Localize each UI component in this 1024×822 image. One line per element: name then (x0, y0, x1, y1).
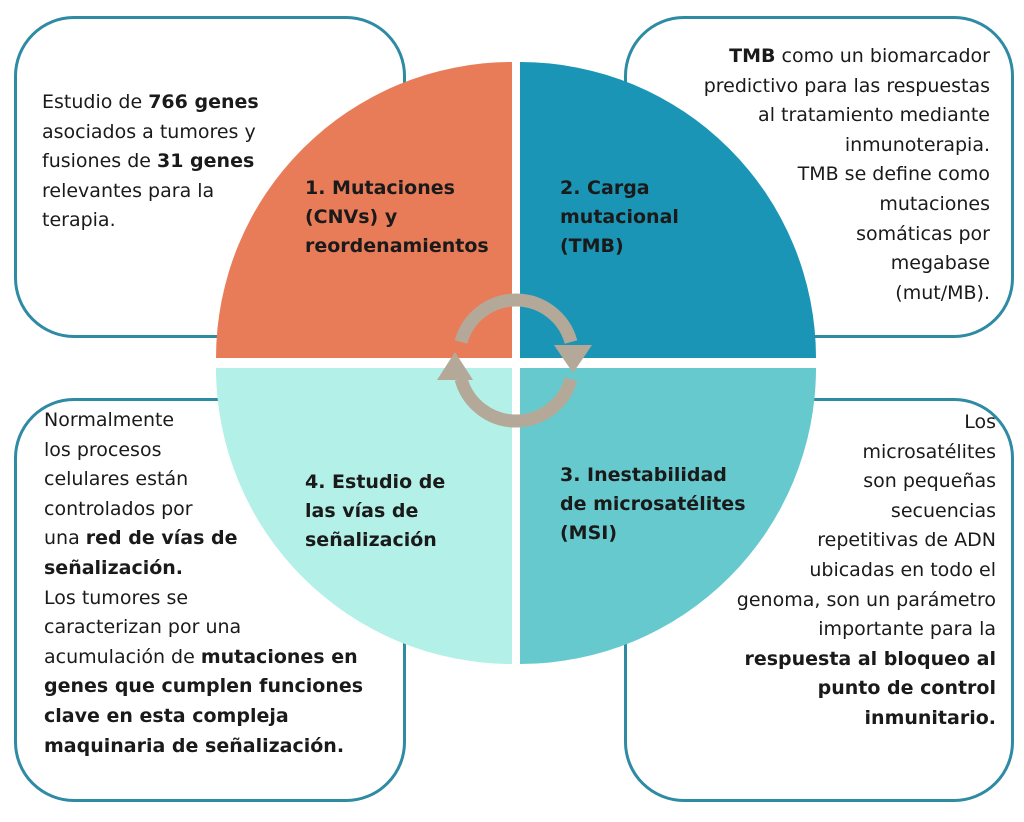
text-run: celulares están (44, 468, 189, 491)
text-line (44, 702, 363, 732)
bold-text-run: maquinaria de señalización. (44, 734, 345, 757)
text-run: asociados a tumores y (42, 120, 256, 143)
text-line (704, 42, 990, 72)
text-run: predictivo para las respuestas (703, 74, 990, 97)
text-line (737, 556, 996, 586)
text-run: al tratamiento mediante (758, 104, 990, 127)
quadrant-label-3: 3. Inestabilidad de microsatélites (MSI) (560, 464, 746, 544)
text-run: acumulación de (44, 645, 201, 668)
text-line (737, 438, 996, 468)
text-line (42, 206, 259, 236)
text-line (42, 177, 259, 207)
text-top-left (42, 88, 259, 236)
quadrant-label-4: 4. Estudio de las vías de señalización (305, 471, 446, 551)
text-line (44, 584, 363, 614)
text-line (704, 160, 990, 190)
text-run: relevantes para la (42, 179, 215, 202)
text-line (737, 467, 996, 497)
text-run: secuencias (890, 499, 996, 522)
bold-text-run: red de vías de (85, 527, 238, 550)
text-run: microsatélites (862, 440, 996, 463)
text-line (704, 279, 990, 309)
text-run: fusiones de (42, 150, 157, 173)
bold-text-run: TMB (729, 45, 776, 67)
text-run: terapia. (42, 209, 116, 232)
text-bottom-left (44, 406, 363, 761)
text-run: son pequeñas (863, 470, 996, 493)
text-run: Normalmente (44, 409, 175, 431)
text-line (42, 118, 259, 148)
text-run: caracterizan por una (44, 616, 242, 639)
text-line (704, 190, 990, 220)
text-run: Los (964, 411, 996, 433)
text-line (42, 147, 259, 177)
text-line (44, 436, 363, 466)
text-line (44, 495, 363, 525)
text-run: controlados por (44, 497, 193, 520)
text-run: una (44, 527, 86, 550)
text-run: ubicadas en todo el (809, 558, 996, 581)
text-line (704, 72, 990, 102)
text-run: genoma, son un parámetro (736, 588, 996, 611)
quadrant-label-2: 2. Carga mutacional (TMB) (560, 177, 679, 257)
text-line (737, 674, 996, 704)
text-line (737, 586, 996, 616)
bold-text-run: genes que cumplen funciones (44, 675, 364, 698)
text-line (737, 645, 996, 675)
text-line (704, 220, 990, 250)
bold-text-run: señalización. (44, 556, 184, 579)
text-run: (mut/MB). (895, 281, 990, 304)
text-run: inmunoterapia. (844, 133, 990, 156)
text-run: Estudio de (42, 91, 149, 113)
text-line (737, 497, 996, 527)
text-line (704, 131, 990, 161)
bold-text-run: inmunitario. (864, 706, 996, 729)
text-run: los procesos (44, 438, 162, 461)
text-line (44, 613, 363, 643)
text-line (44, 406, 363, 436)
text-line (42, 88, 259, 118)
text-run: importante para la (818, 618, 996, 641)
bold-text-run: 31 genes (157, 150, 255, 173)
text-line (737, 615, 996, 645)
text-top-right (704, 42, 990, 308)
text-run: TMB se define como (797, 163, 990, 186)
text-line (737, 526, 996, 556)
text-line (44, 643, 363, 673)
text-line (44, 554, 363, 584)
text-line (704, 101, 990, 131)
text-run: Los tumores se (44, 586, 189, 609)
text-run: mutaciones (879, 192, 990, 215)
text-line (737, 704, 996, 734)
bold-text-run: mutaciones en (200, 645, 358, 668)
text-run: repetitivas de ADN (817, 529, 996, 552)
text-line (44, 672, 363, 702)
text-run: como un biomarcador (775, 45, 990, 67)
text-run: somáticas por (856, 222, 990, 245)
text-line (704, 249, 990, 279)
bold-text-run: 766 genes (148, 91, 259, 113)
bold-text-run: respuesta al bloqueo al (744, 647, 996, 670)
text-bottom-right (737, 408, 996, 734)
bold-text-run: punto de control (817, 677, 996, 700)
bold-text-run: clave en esta compleja (44, 704, 289, 727)
text-line (737, 408, 996, 438)
text-line (44, 524, 363, 554)
text-line (44, 732, 363, 762)
quadrant-label-1: 1. Mutaciones (CNVs) y reordenamientos (305, 177, 489, 257)
text-run: megabase (890, 252, 990, 275)
text-line (44, 465, 363, 495)
